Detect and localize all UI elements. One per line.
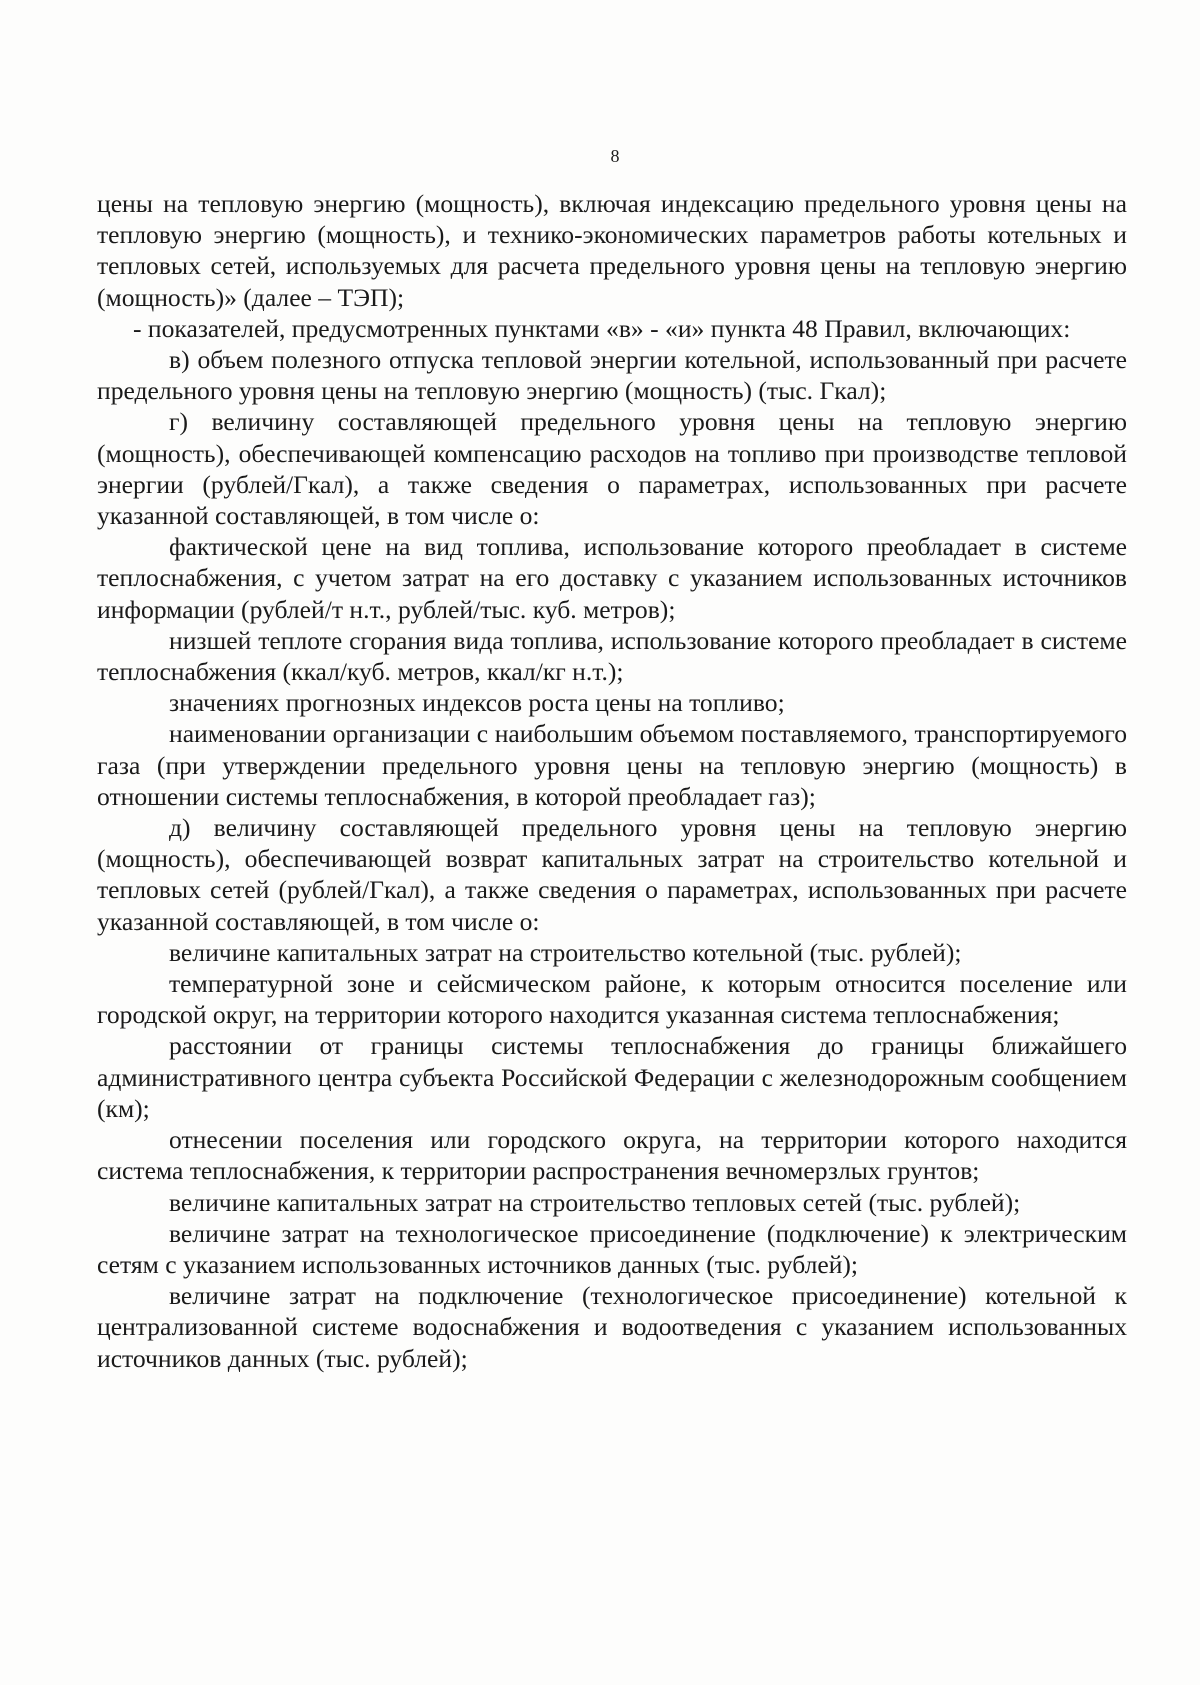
paragraph: д) величину составляющей предельного уровня цены на тепловую энергию (мощность), обеспечивающей возврат капитальных затрат на строительство котельной и тепловых сетей (рублей/Гкал), а также сведения о параметрах, использованных при расчете указанной составляющей, в том числе о: — [97, 813, 1127, 936]
paragraph: в) объем полезного отпуска тепловой энергии котельной, использованный при расчете предельного уровня цены на тепловую энергию (мощность) (тыс. Гкал); — [97, 345, 1127, 406]
paragraph: величине затрат на технологическое присоединение (подключение) к электрическим сетям с указанием использованных источников данных (тыс. рублей); — [97, 1218, 1127, 1279]
paragraph: - показателей, предусмотренных пунктами «в» - «и» пункта 48 Правил, включающих: — [133, 313, 1071, 343]
paragraph: значениях прогнозных индексов роста цены на топливо; — [169, 688, 785, 718]
document-body — [97, 188, 1127, 1374]
paragraph: расстоянии от границы системы теплоснабжения до границы ближайшего административного центра субъекта Российской Федерации с железнодорожным сообщением (км); — [97, 1031, 1127, 1123]
paragraph: величине затрат на подключение (технологическое присоединение) котельной к централизованной системе водоснабжения и водоотведения с указанием использованных источников данных (тыс. рублей); — [97, 1281, 1127, 1373]
paragraph: величине капитальных затрат на строительство котельной (тыс. рублей); — [169, 937, 962, 967]
paragraph: температурной зоне и сейсмическом районе, к которым относится поселение или городской округ, на территории которого находится указанная система теплоснабжения; — [97, 969, 1127, 1030]
paragraph: г) величину составляющей предельного уровня цены на тепловую энергию (мощность), обеспечивающей компенсацию расходов на топливо при производстве тепловой энергии (рублей/Гкал), а также сведения о параметрах, использованных при расчете указанной составляющей, в том числе о: — [97, 407, 1127, 531]
paragraph: отнесении поселения или городского округа, на территории которого находится система теплоснабжения, к территории распространения вечномерзлых грунтов; — [97, 1125, 1127, 1186]
paragraph: фактической цене на вид топлива, использование которого преобладает в системе теплоснабжения, с учетом затрат на его доставку с указанием использованных источников информации (рублей/т н.т., рублей/тыс. куб. метров); — [97, 532, 1127, 624]
paragraph: величине капитальных затрат на строительство тепловых сетей (тыс. рублей); — [169, 1187, 1021, 1217]
paragraph: низшей теплоте сгорания вида топлива, использование которого преобладает в системе теплоснабжения (ккал/куб. метров, ккал/кг н.т.); — [97, 625, 1127, 687]
page-number: 8 — [610, 146, 620, 166]
paragraph: наименовании организации с наибольшим объемом поставляемого, транспортируемого газа (при утверждении предельного уровня цены на тепловую энергию (мощность) в отношении системы теплоснабжения, в которой преобладает газ); — [97, 719, 1127, 811]
paragraph: цены на тепловую энергию (мощность), включая индексацию предельного уровня цены на тепловую энергию (мощность), и технико-экономических параметров работы котельных и тепловых сетей, используемых для расчета предельного уровня цены на тепловую энергию (мощность)» (далее – ТЭП); — [97, 189, 1127, 312]
